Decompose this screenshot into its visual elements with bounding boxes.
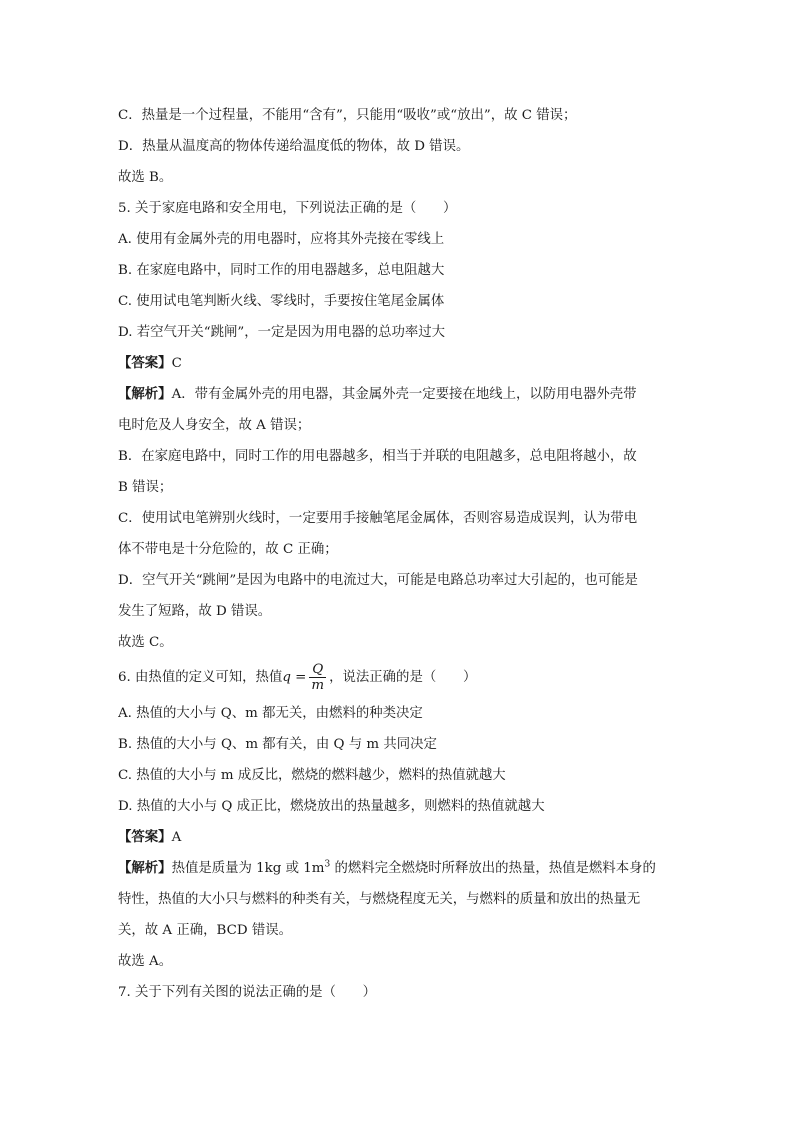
formula-denominator: m: [311, 678, 325, 693]
formula-lhs: q =: [282, 670, 307, 685]
analysis-text: A．带有金属外壳的用电器，其金属外壳一定要接在地线上，以防用电器外壳带: [171, 387, 637, 402]
q5-option-a: A. 使用有金属外壳的用电器时，应将其外壳接在零线上: [118, 232, 445, 247]
superscript: 3: [324, 859, 331, 870]
analysis-text: 热值是质量为 1kg 或 1m: [171, 861, 325, 876]
q6-analysis-line: 关，故 A 正确，BCD 错误。: [118, 923, 293, 938]
q6-conclusion: 故选 A。: [118, 954, 173, 969]
question-5-stem: 5. 关于家庭电路和安全用电，下列说法正确的是（ ）: [118, 201, 457, 216]
q5-option-b: B. 在家庭电路中，同时工作的用电器越多，总电阻越大: [118, 263, 445, 278]
q6-option-d: D. 热值的大小与 Q 成正比，燃烧放出的热量越多，则燃料的热值就越大: [118, 799, 545, 814]
answer-value: A: [171, 830, 182, 845]
q6-analysis-line: 特性，热值的大小只与燃料的种类有关，与燃烧程度无关，与燃料的质量和放出的热量无: [118, 892, 641, 907]
text-line: C．热量是一个过程量，不能用“含有”，只能用“吸收”或“放出”，故 C 错误；: [118, 108, 577, 123]
q5-analysis-line: B．在家庭电路中，同时工作的用电器越多，相当于并联的电阻越多，总电阻将越小，故: [118, 449, 637, 464]
q5-option-c: C. 使用试电笔判断火线、零线时，手要按住笔尾金属体: [118, 294, 445, 309]
question-6-stem: [118, 658, 694, 698]
q6-stem-before: 6. 由热值的定义可知，热值: [118, 670, 283, 685]
q5-answer: [118, 348, 694, 379]
analysis-label: 【解析】: [118, 386, 172, 402]
q5-analysis-line: C．使用试电笔辨别火线时，一定要用手接触笔尾金属体，否则容易造成误判，认为带电: [118, 511, 638, 526]
q5-analysis-line: 发生了短路，故 D 错误。: [118, 604, 272, 619]
analysis-text: 的燃料完全燃烧时所释放出的热量，热值是燃料本身的: [330, 861, 656, 876]
text-line: 故选 B。: [118, 170, 173, 185]
q6-analysis-line: [118, 853, 694, 884]
question-7-stem: 7. 关于下列有关图的说法正确的是（ ）: [118, 985, 377, 1000]
answer-label: 【答案】: [118, 829, 172, 845]
analysis-label: 【解析】: [118, 860, 172, 876]
q5-analysis-line: 电时危及人身安全，故 A 错误；: [118, 418, 311, 433]
answer-value: C: [171, 356, 182, 371]
q5-analysis-line: B 错误；: [118, 480, 173, 495]
q5-option-d: D. 若空气开关“跳闸”，一定是因为用电器的总功率过大: [118, 325, 446, 340]
q6-stem-after: ，说法正确的是（ ）: [329, 670, 477, 685]
q5-analysis-line: D．空气开关“跳闸”是因为电路中的电流过大，可能是电路总功率过大引起的，也可能是: [118, 573, 638, 588]
q5-conclusion: 故选 C。: [118, 635, 173, 650]
q6-answer: [118, 822, 694, 853]
text-line: D．热量从温度高的物体传递给温度低的物体，故 D 错误。: [118, 139, 470, 154]
q6-option-c: C. 热值的大小与 m 成反比，燃烧的燃料越少，燃料的热值就越大: [118, 768, 506, 783]
q5-analysis-line: [118, 379, 694, 410]
q5-analysis-line: 体不带电是十分危险的，故 C 正确；: [118, 542, 338, 557]
q6-option-a: A. 热值的大小与 Q、m 都无关，由燃料的种类决定: [118, 706, 423, 721]
formula-fraction: [309, 662, 326, 693]
q6-option-b: B. 热值的大小与 Q、m 都有关，由 Q 与 m 共同决定: [118, 737, 437, 752]
formula-numerator: Q: [309, 662, 326, 678]
answer-label: 【答案】: [118, 355, 172, 371]
